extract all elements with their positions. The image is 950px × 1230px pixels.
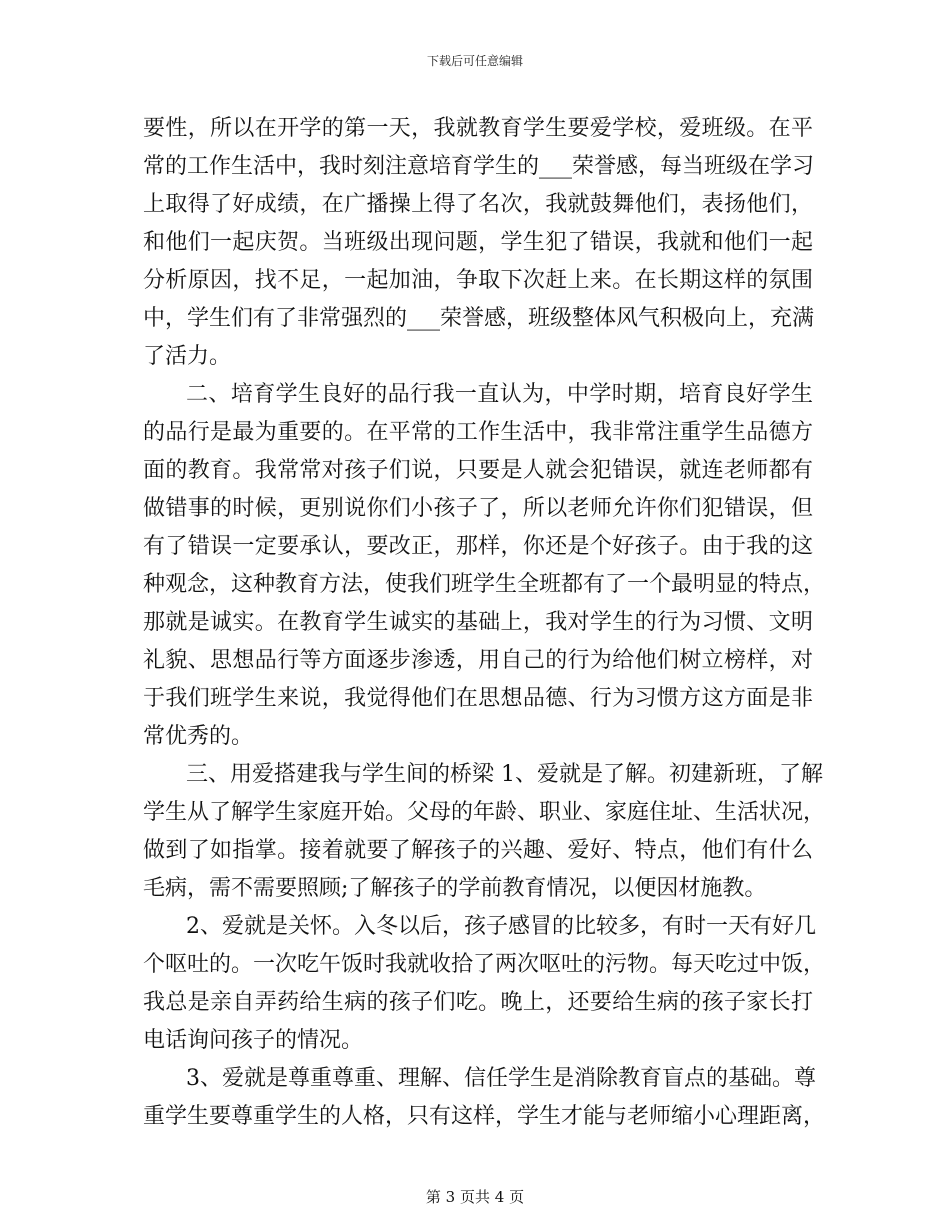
body-line: 毛病，需不需要照顾;了解孩子的学前教育情况，以便因材施教。 (143, 876, 767, 901)
page-footer: 第 3 页共 4 页 (425, 1188, 525, 1206)
body-line: 做错事的时候，更别说你们小孩子了，所以老师允许你们犯错误，但 (143, 496, 813, 521)
body-line: 常的工作生活中，我时刻注意培育学生的___荣誉感，每当班级在学习 (143, 154, 815, 179)
body-line: 了活力。 (143, 344, 232, 369)
body-line: 上取得了好成绩，在广播操上得了名次，我就鼓舞他们，表扬他们， (143, 192, 813, 217)
body-line: 要性，所以在开学的第一天，我就教育学生要爱学校，爱班级。在平 (143, 116, 813, 141)
body-line: 我总是亲自弄药给生病的孩子们吃。晚上，还要给生病的孩子家长打 (143, 990, 813, 1015)
body-line: 分析原因，找不足，一起加油，争取下次赶上来。在长期这样的氛围 (143, 268, 813, 293)
body-line: 电话询问孩子的情况。 (143, 1028, 364, 1053)
body-line: 学生从了解学生家庭开始。父母的年龄、职业、家庭住址、生活状况， (143, 800, 826, 825)
body-line: 重学生要尊重学生的人格，只有这样，学生才能与老师缩小心理距离， (143, 1104, 826, 1129)
page-header: 下载后可任意编辑 (426, 54, 523, 68)
body-line: 有了错误一定要承认，要改正，那样，你还是个好孩子。由于我的这 (143, 534, 813, 559)
body-line: 做到了如指掌。接着就要了解孩子的兴趣、爱好、特点，他们有什么 (143, 838, 813, 863)
paragraph-start-line: 3、爱就是尊重尊重、理解、信任学生是消除教育盲点的基础。尊 (186, 1066, 816, 1091)
paragraph-start-line: 二、培育学生良好的品行我一直认为，中学时期，培育良好学生 (186, 382, 813, 407)
paragraph-start-line: 2、爱就是关怀。入冬以后，孩子感冒的比较多，有时一天有好几 (186, 914, 816, 939)
body-line: 于我们班学生来说，我觉得他们在思想品德、行为习惯方这方面是非 (143, 686, 813, 711)
paragraph-start-line: 三、用爱搭建我与学生间的桥梁 1、爱就是了解。初建新班，了解 (186, 762, 823, 787)
body-line: 面的教育。我常常对孩子们说，只要是人就会犯错误，就连老师都有 (143, 458, 813, 483)
body-line: 和他们一起庆贺。当班级出现问题，学生犯了错误，我就和他们一起 (143, 230, 813, 255)
body-line: 那就是诚实。在教育学生诚实的基础上，我对学生的行为习惯、文明 (143, 610, 813, 635)
body-line: 个呕吐的。一次吃午饭时我就收拾了两次呕吐的污物。每天吃过中饭， (143, 952, 826, 977)
body-line: 礼貌、思想品行等方面逐步渗透，用自己的行为给他们树立榜样，对 (143, 648, 813, 673)
body-line: 种观念，这种教育方法，使我们班学生全班都有了一个最明显的特点， (143, 572, 826, 597)
body-line: 的品行是最为重要的。在平常的工作生活中，我非常注重学生品德方 (143, 420, 813, 445)
body-line: 中，学生们有了非常强烈的___荣誉感，班级整体风气积极向上，充满 (143, 306, 815, 331)
body-line: 常优秀的。 (143, 724, 254, 749)
